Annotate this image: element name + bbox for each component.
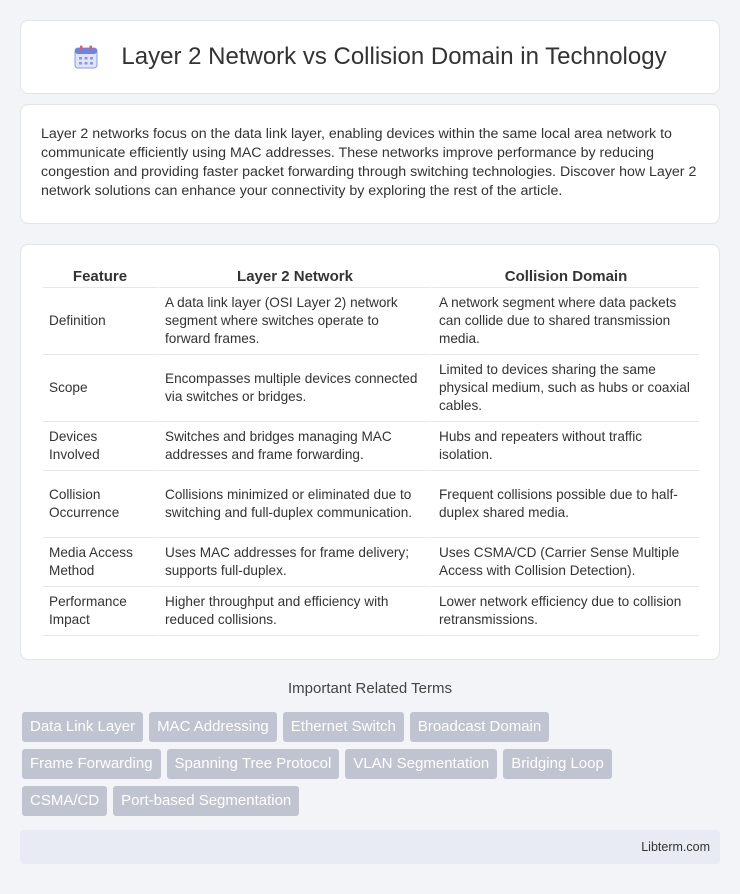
table-row (43, 471, 699, 538)
layer2-cell: Higher throughput and efficiency with reduced collisions. (157, 587, 431, 636)
header-feature: Feature (43, 263, 157, 288)
footer-site-link[interactable]: Libterm.com (641, 840, 710, 854)
page-title: Layer 2 Network vs Collision Domain in Technology (121, 43, 667, 70)
tag-ethernet-switch[interactable]: Ethernet Switch (283, 712, 404, 742)
feature-cell: Scope (43, 355, 157, 422)
intro-paragraph: Layer 2 networks focus on the data link layer, enabling devices within the same local area network to communicate efficiently using MAC addresses. These networks improve performance by reducing congestion and providing faster packet forwarding through switching technologies. Discover how Layer 2 network solutions can enhance your connectivity by exploring the rest of the article. (41, 126, 697, 199)
header-collision: Collision Domain (431, 263, 699, 288)
feature-cell: Performance Impact (43, 587, 157, 636)
tag-vlan-segmentation[interactable]: VLAN Segmentation (345, 749, 497, 779)
feature-cell: Devices Involved (43, 422, 157, 471)
table-header-row (43, 263, 699, 288)
layer2-cell: Switches and bridges managing MAC addresses and frame forwarding. (157, 422, 431, 471)
collision-cell: Lower network efficiency due to collision retransmissions. (431, 587, 699, 636)
tag-mac-addressing[interactable]: MAC Addressing (149, 712, 277, 742)
comparison-card (20, 244, 720, 660)
collision-cell: Limited to devices sharing the same physical medium, such as hubs or coaxial cables. (431, 355, 699, 422)
header-card (20, 20, 720, 94)
feature-cell: Collision Occurrence (43, 471, 157, 538)
layer2-cell: Uses MAC addresses for frame delivery; supports full-duplex. (157, 538, 431, 587)
table-row (43, 288, 699, 355)
tag-row (22, 749, 722, 779)
table-row (43, 538, 699, 587)
tag-csma-cd[interactable]: CSMA/CD (22, 786, 107, 816)
layer2-cell: A data link layer (OSI Layer 2) network segment where switches operate to forward frames. (157, 288, 431, 355)
tag-row (22, 712, 722, 742)
tag-data-link-layer[interactable]: Data Link Layer (22, 712, 143, 742)
header (73, 43, 666, 71)
collision-cell: Hubs and repeaters without traffic isolation. (431, 422, 699, 471)
table-row (43, 587, 699, 636)
footer (20, 830, 720, 864)
collision-cell: Uses CSMA/CD (Carrier Sense Multiple Access with Collision Detection). (431, 538, 699, 587)
tag-frame-forwarding[interactable]: Frame Forwarding (22, 749, 161, 779)
table-row (43, 422, 699, 471)
tag-spanning-tree-protocol[interactable]: Spanning Tree Protocol (167, 749, 340, 779)
tag-port-based-segmentation[interactable]: Port-based Segmentation (113, 786, 299, 816)
header-layer2: Layer 2 Network (157, 263, 431, 288)
tag-bridging-loop[interactable]: Bridging Loop (503, 749, 612, 779)
tag-broadcast-domain[interactable]: Broadcast Domain (410, 712, 549, 742)
feature-cell: Definition (43, 288, 157, 355)
table-row (43, 355, 699, 422)
intro-card (20, 104, 720, 224)
layer2-cell: Encompasses multiple devices connected via switches or bridges. (157, 355, 431, 422)
collision-cell: A network segment where data packets can collide due to shared transmission media. (431, 288, 699, 355)
collision-cell: Frequent collisions possible due to half-duplex shared media. (431, 471, 699, 538)
calendar-icon (73, 44, 99, 70)
comparison-table (43, 263, 699, 636)
related-terms-title: Important Related Terms (288, 680, 452, 697)
tag-row (22, 786, 722, 816)
feature-cell: Media Access Method (43, 538, 157, 587)
layer2-cell: Collisions minimized or eliminated due to switching and full-duplex communication. (157, 471, 431, 538)
related-terms-list (22, 712, 722, 823)
